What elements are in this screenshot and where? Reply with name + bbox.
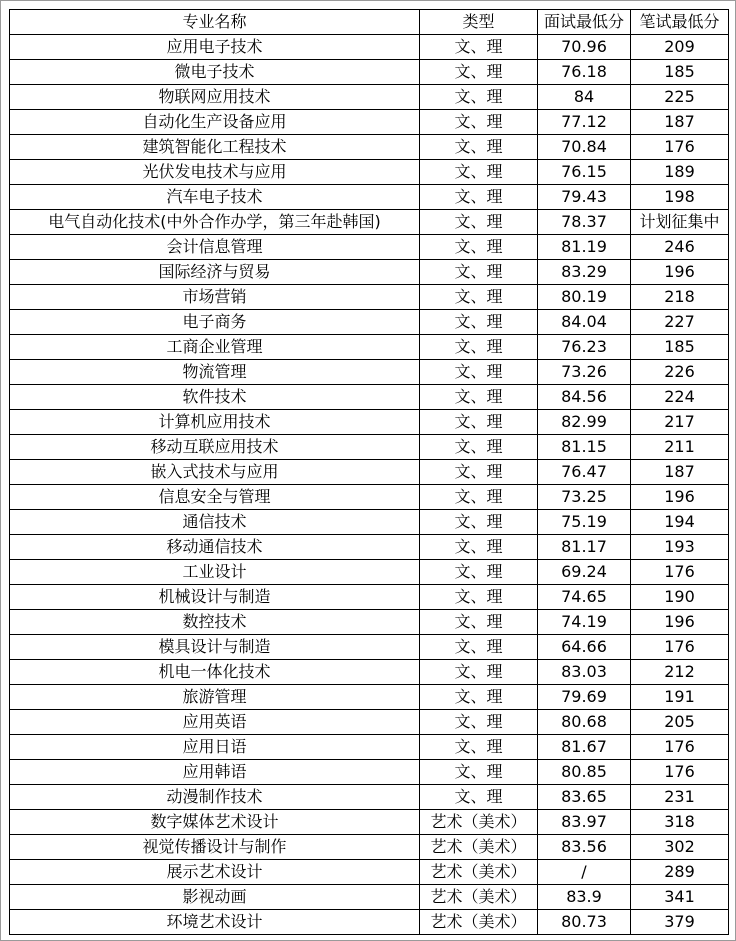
interview-score-cell: 80.73 [538, 910, 631, 935]
major-name-cell: 光伏发电技术与应用 [10, 160, 420, 185]
written-score-cell: 189 [631, 160, 729, 185]
major-name-cell: 动漫制作技术 [10, 785, 420, 810]
major-name-cell: 影视动画 [10, 885, 420, 910]
written-score-cell: 341 [631, 885, 729, 910]
written-score-cell: 198 [631, 185, 729, 210]
category-cell: 文、理 [420, 435, 538, 460]
major-name-cell: 软件技术 [10, 385, 420, 410]
header-interview-min: 面试最低分 [538, 10, 631, 35]
major-name-cell: 微电子技术 [10, 60, 420, 85]
table-row [10, 910, 729, 935]
table-row [10, 535, 729, 560]
category-cell: 文、理 [420, 285, 538, 310]
major-name-cell: 旅游管理 [10, 685, 420, 710]
table-row [10, 260, 729, 285]
category-cell: 文、理 [420, 585, 538, 610]
category-cell: 文、理 [420, 60, 538, 85]
table-row [10, 885, 729, 910]
table-row [10, 335, 729, 360]
interview-score-cell: 84.04 [538, 310, 631, 335]
written-score-cell: 379 [631, 910, 729, 935]
table-row [10, 835, 729, 860]
category-cell: 文、理 [420, 335, 538, 360]
interview-score-cell: 69.24 [538, 560, 631, 585]
interview-score-cell: 84 [538, 85, 631, 110]
category-cell: 艺术（美术） [420, 885, 538, 910]
interview-score-cell: 82.99 [538, 410, 631, 435]
interview-score-cell: 76.47 [538, 460, 631, 485]
table-row [10, 85, 729, 110]
interview-score-cell: 83.29 [538, 260, 631, 285]
category-cell: 文、理 [420, 385, 538, 410]
major-name-cell: 建筑智能化工程技术 [10, 135, 420, 160]
interview-score-cell: 80.19 [538, 285, 631, 310]
header-row [10, 10, 729, 35]
category-cell: 文、理 [420, 560, 538, 585]
score-table [9, 9, 729, 935]
table-row [10, 360, 729, 385]
written-score-cell: 246 [631, 235, 729, 260]
written-score-cell: 302 [631, 835, 729, 860]
interview-score-cell: 81.15 [538, 435, 631, 460]
interview-score-cell: 81.17 [538, 535, 631, 560]
major-name-cell: 会计信息管理 [10, 235, 420, 260]
interview-score-cell: 73.25 [538, 485, 631, 510]
table-row [10, 185, 729, 210]
interview-score-cell: 64.66 [538, 635, 631, 660]
table-row [10, 660, 729, 685]
table-row [10, 385, 729, 410]
category-cell: 文、理 [420, 660, 538, 685]
written-score-cell: 231 [631, 785, 729, 810]
written-score-cell: 289 [631, 860, 729, 885]
table-row [10, 60, 729, 85]
table-row [10, 110, 729, 135]
interview-score-cell: 78.37 [538, 210, 631, 235]
written-score-cell: 217 [631, 410, 729, 435]
major-name-cell: 物联网应用技术 [10, 85, 420, 110]
interview-score-cell: 70.96 [538, 35, 631, 60]
table-row [10, 585, 729, 610]
major-name-cell: 通信技术 [10, 510, 420, 535]
table-row [10, 235, 729, 260]
major-name-cell: 国际经济与贸易 [10, 260, 420, 285]
table-row [10, 610, 729, 635]
written-score-cell: 191 [631, 685, 729, 710]
interview-score-cell: 76.15 [538, 160, 631, 185]
table-row [10, 685, 729, 710]
table-row [10, 710, 729, 735]
written-score-cell: 225 [631, 85, 729, 110]
major-name-cell: 数控技术 [10, 610, 420, 635]
interview-score-cell: 79.69 [538, 685, 631, 710]
table-row [10, 310, 729, 335]
major-name-cell: 工商企业管理 [10, 335, 420, 360]
written-score-cell: 190 [631, 585, 729, 610]
category-cell: 文、理 [420, 535, 538, 560]
category-cell: 文、理 [420, 760, 538, 785]
major-name-cell: 工业设计 [10, 560, 420, 585]
major-name-cell: 模具设计与制造 [10, 635, 420, 660]
category-cell: 文、理 [420, 360, 538, 385]
header-category: 类型 [420, 10, 538, 35]
interview-score-cell: 76.23 [538, 335, 631, 360]
table-row [10, 135, 729, 160]
written-score-cell: 318 [631, 810, 729, 835]
category-cell: 文、理 [420, 460, 538, 485]
category-cell: 艺术（美术） [420, 910, 538, 935]
written-score-cell: 计划征集中 [631, 210, 729, 235]
major-name-cell: 机械设计与制造 [10, 585, 420, 610]
table-row [10, 860, 729, 885]
written-score-cell: 176 [631, 560, 729, 585]
category-cell: 艺术（美术） [420, 860, 538, 885]
table-row [10, 285, 729, 310]
written-score-cell: 193 [631, 535, 729, 560]
table-row [10, 785, 729, 810]
interview-score-cell: 79.43 [538, 185, 631, 210]
category-cell: 文、理 [420, 235, 538, 260]
category-cell: 文、理 [420, 510, 538, 535]
table-row [10, 560, 729, 585]
interview-score-cell: 83.9 [538, 885, 631, 910]
category-cell: 文、理 [420, 110, 538, 135]
interview-score-cell: 74.65 [538, 585, 631, 610]
written-score-cell: 185 [631, 335, 729, 360]
category-cell: 文、理 [420, 710, 538, 735]
category-cell: 文、理 [420, 185, 538, 210]
written-score-cell: 176 [631, 135, 729, 160]
category-cell: 文、理 [420, 735, 538, 760]
interview-score-cell: 83.56 [538, 835, 631, 860]
written-score-cell: 185 [631, 60, 729, 85]
written-score-cell: 176 [631, 635, 729, 660]
written-score-cell: 205 [631, 710, 729, 735]
major-name-cell: 展示艺术设计 [10, 860, 420, 885]
category-cell: 文、理 [420, 135, 538, 160]
interview-score-cell: 80.85 [538, 760, 631, 785]
interview-score-cell: 84.56 [538, 385, 631, 410]
major-name-cell: 应用英语 [10, 710, 420, 735]
header-written-min: 笔试最低分 [631, 10, 729, 35]
table-row [10, 435, 729, 460]
major-name-cell: 汽车电子技术 [10, 185, 420, 210]
major-name-cell: 移动互联应用技术 [10, 435, 420, 460]
category-cell: 文、理 [420, 410, 538, 435]
interview-score-cell: 76.18 [538, 60, 631, 85]
major-name-cell: 环境艺术设计 [10, 910, 420, 935]
category-cell: 文、理 [420, 260, 538, 285]
interview-score-cell: 83.65 [538, 785, 631, 810]
category-cell: 文、理 [420, 160, 538, 185]
category-cell: 文、理 [420, 635, 538, 660]
written-score-cell: 187 [631, 460, 729, 485]
category-cell: 文、理 [420, 610, 538, 635]
interview-score-cell: 75.19 [538, 510, 631, 535]
major-name-cell: 视觉传播设计与制作 [10, 835, 420, 860]
major-name-cell: 物流管理 [10, 360, 420, 385]
interview-score-cell: 81.67 [538, 735, 631, 760]
written-score-cell: 194 [631, 510, 729, 535]
table-row [10, 485, 729, 510]
interview-score-cell: 73.26 [538, 360, 631, 385]
major-name-cell: 应用日语 [10, 735, 420, 760]
table-row [10, 210, 729, 235]
category-cell: 文、理 [420, 485, 538, 510]
category-cell: 文、理 [420, 85, 538, 110]
category-cell: 文、理 [420, 785, 538, 810]
category-cell: 文、理 [420, 35, 538, 60]
table-row [10, 460, 729, 485]
header-major-name: 专业名称 [10, 10, 420, 35]
interview-score-cell: 74.19 [538, 610, 631, 635]
written-score-cell: 226 [631, 360, 729, 385]
table-row [10, 635, 729, 660]
category-cell: 艺术（美术） [420, 835, 538, 860]
table-row [10, 410, 729, 435]
major-name-cell: 电气自动化技术(中外合作办学，第三年赴韩国) [10, 210, 420, 235]
written-score-cell: 196 [631, 260, 729, 285]
category-cell: 艺术（美术） [420, 810, 538, 835]
table-row [10, 160, 729, 185]
written-score-cell: 176 [631, 760, 729, 785]
major-name-cell: 移动通信技术 [10, 535, 420, 560]
interview-score-cell: 77.12 [538, 110, 631, 135]
category-cell: 文、理 [420, 685, 538, 710]
written-score-cell: 224 [631, 385, 729, 410]
category-cell: 文、理 [420, 210, 538, 235]
major-name-cell: 计算机应用技术 [10, 410, 420, 435]
written-score-cell: 196 [631, 485, 729, 510]
table-row [10, 760, 729, 785]
interview-score-cell: 70.84 [538, 135, 631, 160]
table-row [10, 735, 729, 760]
written-score-cell: 176 [631, 735, 729, 760]
major-name-cell: 机电一体化技术 [10, 660, 420, 685]
written-score-cell: 227 [631, 310, 729, 335]
major-name-cell: 嵌入式技术与应用 [10, 460, 420, 485]
major-name-cell: 应用电子技术 [10, 35, 420, 60]
table-body [10, 35, 729, 935]
major-name-cell: 电子商务 [10, 310, 420, 335]
major-name-cell: 自动化生产设备应用 [10, 110, 420, 135]
written-score-cell: 211 [631, 435, 729, 460]
major-name-cell: 市场营销 [10, 285, 420, 310]
interview-score-cell: 80.68 [538, 710, 631, 735]
table-row [10, 810, 729, 835]
written-score-cell: 218 [631, 285, 729, 310]
interview-score-cell: / [538, 860, 631, 885]
written-score-cell: 209 [631, 35, 729, 60]
major-name-cell: 数字媒体艺术设计 [10, 810, 420, 835]
major-name-cell: 信息安全与管理 [10, 485, 420, 510]
table-row [10, 510, 729, 535]
interview-score-cell: 83.03 [538, 660, 631, 685]
written-score-cell: 212 [631, 660, 729, 685]
table-row [10, 35, 729, 60]
written-score-cell: 187 [631, 110, 729, 135]
major-name-cell: 应用韩语 [10, 760, 420, 785]
interview-score-cell: 83.97 [538, 810, 631, 835]
interview-score-cell: 81.19 [538, 235, 631, 260]
written-score-cell: 196 [631, 610, 729, 635]
category-cell: 文、理 [420, 310, 538, 335]
